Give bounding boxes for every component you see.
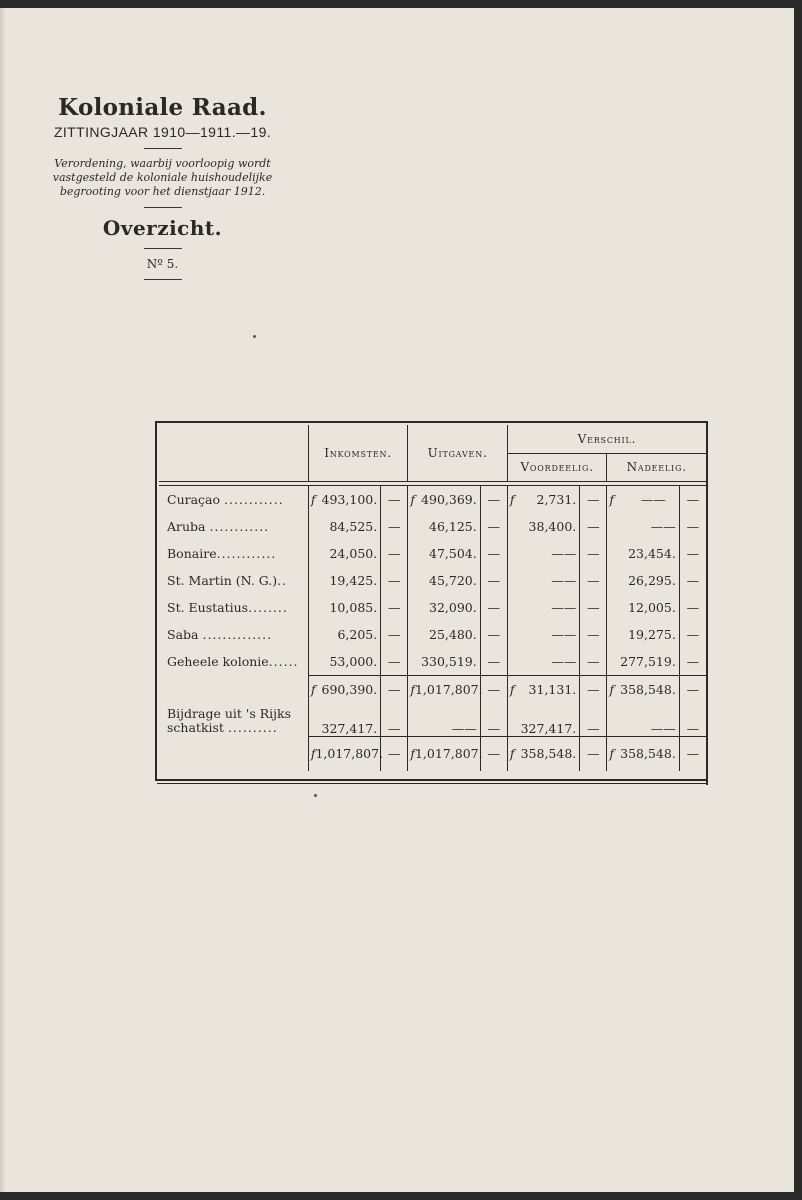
table-row: Saba .............. 6,205. — 25,480. — —— — 19,275. — bbox=[159, 621, 706, 648]
deficit-value: —— bbox=[640, 491, 666, 507]
contribution-expenses: —— bbox=[408, 703, 480, 737]
income-value: 6,205. bbox=[308, 621, 380, 648]
table-bottom-rule bbox=[155, 779, 708, 781]
income-value: 493,100. bbox=[321, 491, 378, 507]
total-expenses: 1,017,807. bbox=[414, 746, 483, 762]
surplus-value: —— bbox=[507, 648, 579, 676]
income-value: 53,000. bbox=[308, 648, 380, 676]
income-value: 10,085. bbox=[308, 594, 380, 621]
table-row: Curaçao ............ f 493,100. — f 490,369. — f 2,731. — f —— — bbox=[159, 485, 706, 513]
income-header: Inkomsten. bbox=[308, 425, 408, 481]
deficit-value: 19,275. bbox=[607, 621, 679, 648]
budget-overview-table bbox=[155, 421, 708, 785]
header-rule bbox=[144, 148, 182, 149]
header-rule bbox=[144, 207, 182, 208]
contribution-income: 327,417. bbox=[308, 703, 380, 737]
page-edge-shadow bbox=[0, 8, 6, 1192]
contribution-label: Bijdrage uit 's Rijks schatkist .......... bbox=[167, 705, 292, 735]
subtotal-surplus: 31,131. bbox=[528, 681, 577, 697]
print-speck bbox=[314, 794, 317, 797]
expenses-header: Uitgaven. bbox=[408, 425, 508, 481]
expenses-value: 46,125. bbox=[408, 513, 480, 540]
income-value: 84,525. bbox=[308, 513, 380, 540]
budget-table bbox=[159, 425, 706, 771]
expenses-value: 25,480. bbox=[408, 621, 480, 648]
subtotal-expenses: 1,017,807. bbox=[414, 681, 483, 697]
session-line: ZITTINGJAAR 1910—1911.—19. bbox=[53, 124, 272, 140]
contribution-deficit: —— bbox=[607, 703, 679, 737]
table-row: Geheele kolonie...... 53,000. — 330,519. — —— — 277,519. — bbox=[159, 648, 706, 676]
expenses-value: 32,090. bbox=[408, 594, 480, 621]
surplus-value: 2,731. bbox=[536, 491, 577, 507]
document-header bbox=[30, 94, 295, 288]
total-deficit: 358,548. bbox=[620, 746, 676, 762]
total-row: f 1,017,807. — f 1,017,807. — f 358,548. — f 358,548. — bbox=[159, 737, 706, 771]
expenses-value: 47,504. bbox=[408, 540, 480, 567]
subtotal-deficit: 358,548. bbox=[620, 681, 676, 697]
blank-header-cell bbox=[159, 425, 308, 481]
contribution-row: 327,417. — —— — 327,417. — —— — bbox=[159, 703, 706, 737]
print-speck bbox=[253, 335, 256, 338]
table-top-rule bbox=[155, 421, 708, 423]
table-row: St. Eustatius........ 10,085. — 32,090. — —— — 12,005. — bbox=[159, 594, 706, 621]
expenses-value: 330,519. bbox=[408, 648, 480, 676]
deficit-value: 12,005. bbox=[607, 594, 679, 621]
surplus-value: 38,400. bbox=[507, 513, 579, 540]
deficit-header: Nadeelig. bbox=[607, 453, 706, 481]
document-number: Nº 5. bbox=[146, 257, 179, 271]
table-left-rule bbox=[155, 421, 157, 781]
surplus-value: —— bbox=[507, 540, 579, 567]
deficit-value: —— bbox=[607, 513, 679, 540]
surplus-value: —— bbox=[507, 621, 579, 648]
total-surplus: 358,548. bbox=[520, 746, 577, 762]
deficit-value: 26,295. bbox=[607, 567, 679, 594]
table-row: St. Martin (N. G.).. 19,425. — 45,720. — —— — 26,295. — bbox=[159, 567, 706, 594]
surplus-value: —— bbox=[507, 567, 579, 594]
income-value: 24,050. bbox=[308, 540, 380, 567]
surplus-value: —— bbox=[507, 594, 579, 621]
subtotal-income: 690,390. bbox=[321, 681, 378, 697]
row-label: Curaçao ............ bbox=[167, 491, 284, 507]
expenses-value: 490,369. bbox=[421, 491, 477, 507]
difference-header: Verschil. bbox=[507, 425, 706, 453]
document-title: Koloniale Raad. bbox=[58, 94, 267, 121]
deficit-value: 23,454. bbox=[607, 540, 679, 567]
contribution-surplus: 327,417. bbox=[507, 703, 579, 737]
ordinance-description: Verordening, waarbij voorloopig wordt vastgesteld de koloniale huishoudelijke begrooting voor het dienstjaar 1912. bbox=[52, 157, 273, 198]
table-row: Aruba ............ 84,525. — 46,125. — 38,400. — —— — bbox=[159, 513, 706, 540]
surplus-header: Voordeelig. bbox=[507, 453, 607, 481]
table-bottom-rule-2 bbox=[157, 783, 708, 784]
header-rule bbox=[144, 279, 182, 280]
overview-heading: Overzicht. bbox=[102, 216, 223, 240]
total-income: 1,017,807. bbox=[315, 746, 384, 762]
table-right-rule bbox=[706, 421, 708, 785]
table-row: Bonaire............ 24,050. — 47,504. — —— — 23,454. — bbox=[159, 540, 706, 567]
deficit-value: 277,519. bbox=[607, 648, 679, 676]
income-value: 19,425. bbox=[308, 567, 380, 594]
subtotal-row: Bijdrage uit 's Rijks schatkist .......... f 690,390. — f 1,017,807. — f 31,131. — f 358,548. — bbox=[159, 675, 706, 703]
header-rule bbox=[144, 248, 182, 249]
document-page bbox=[0, 8, 794, 1192]
expenses-value: 45,720. bbox=[408, 567, 480, 594]
